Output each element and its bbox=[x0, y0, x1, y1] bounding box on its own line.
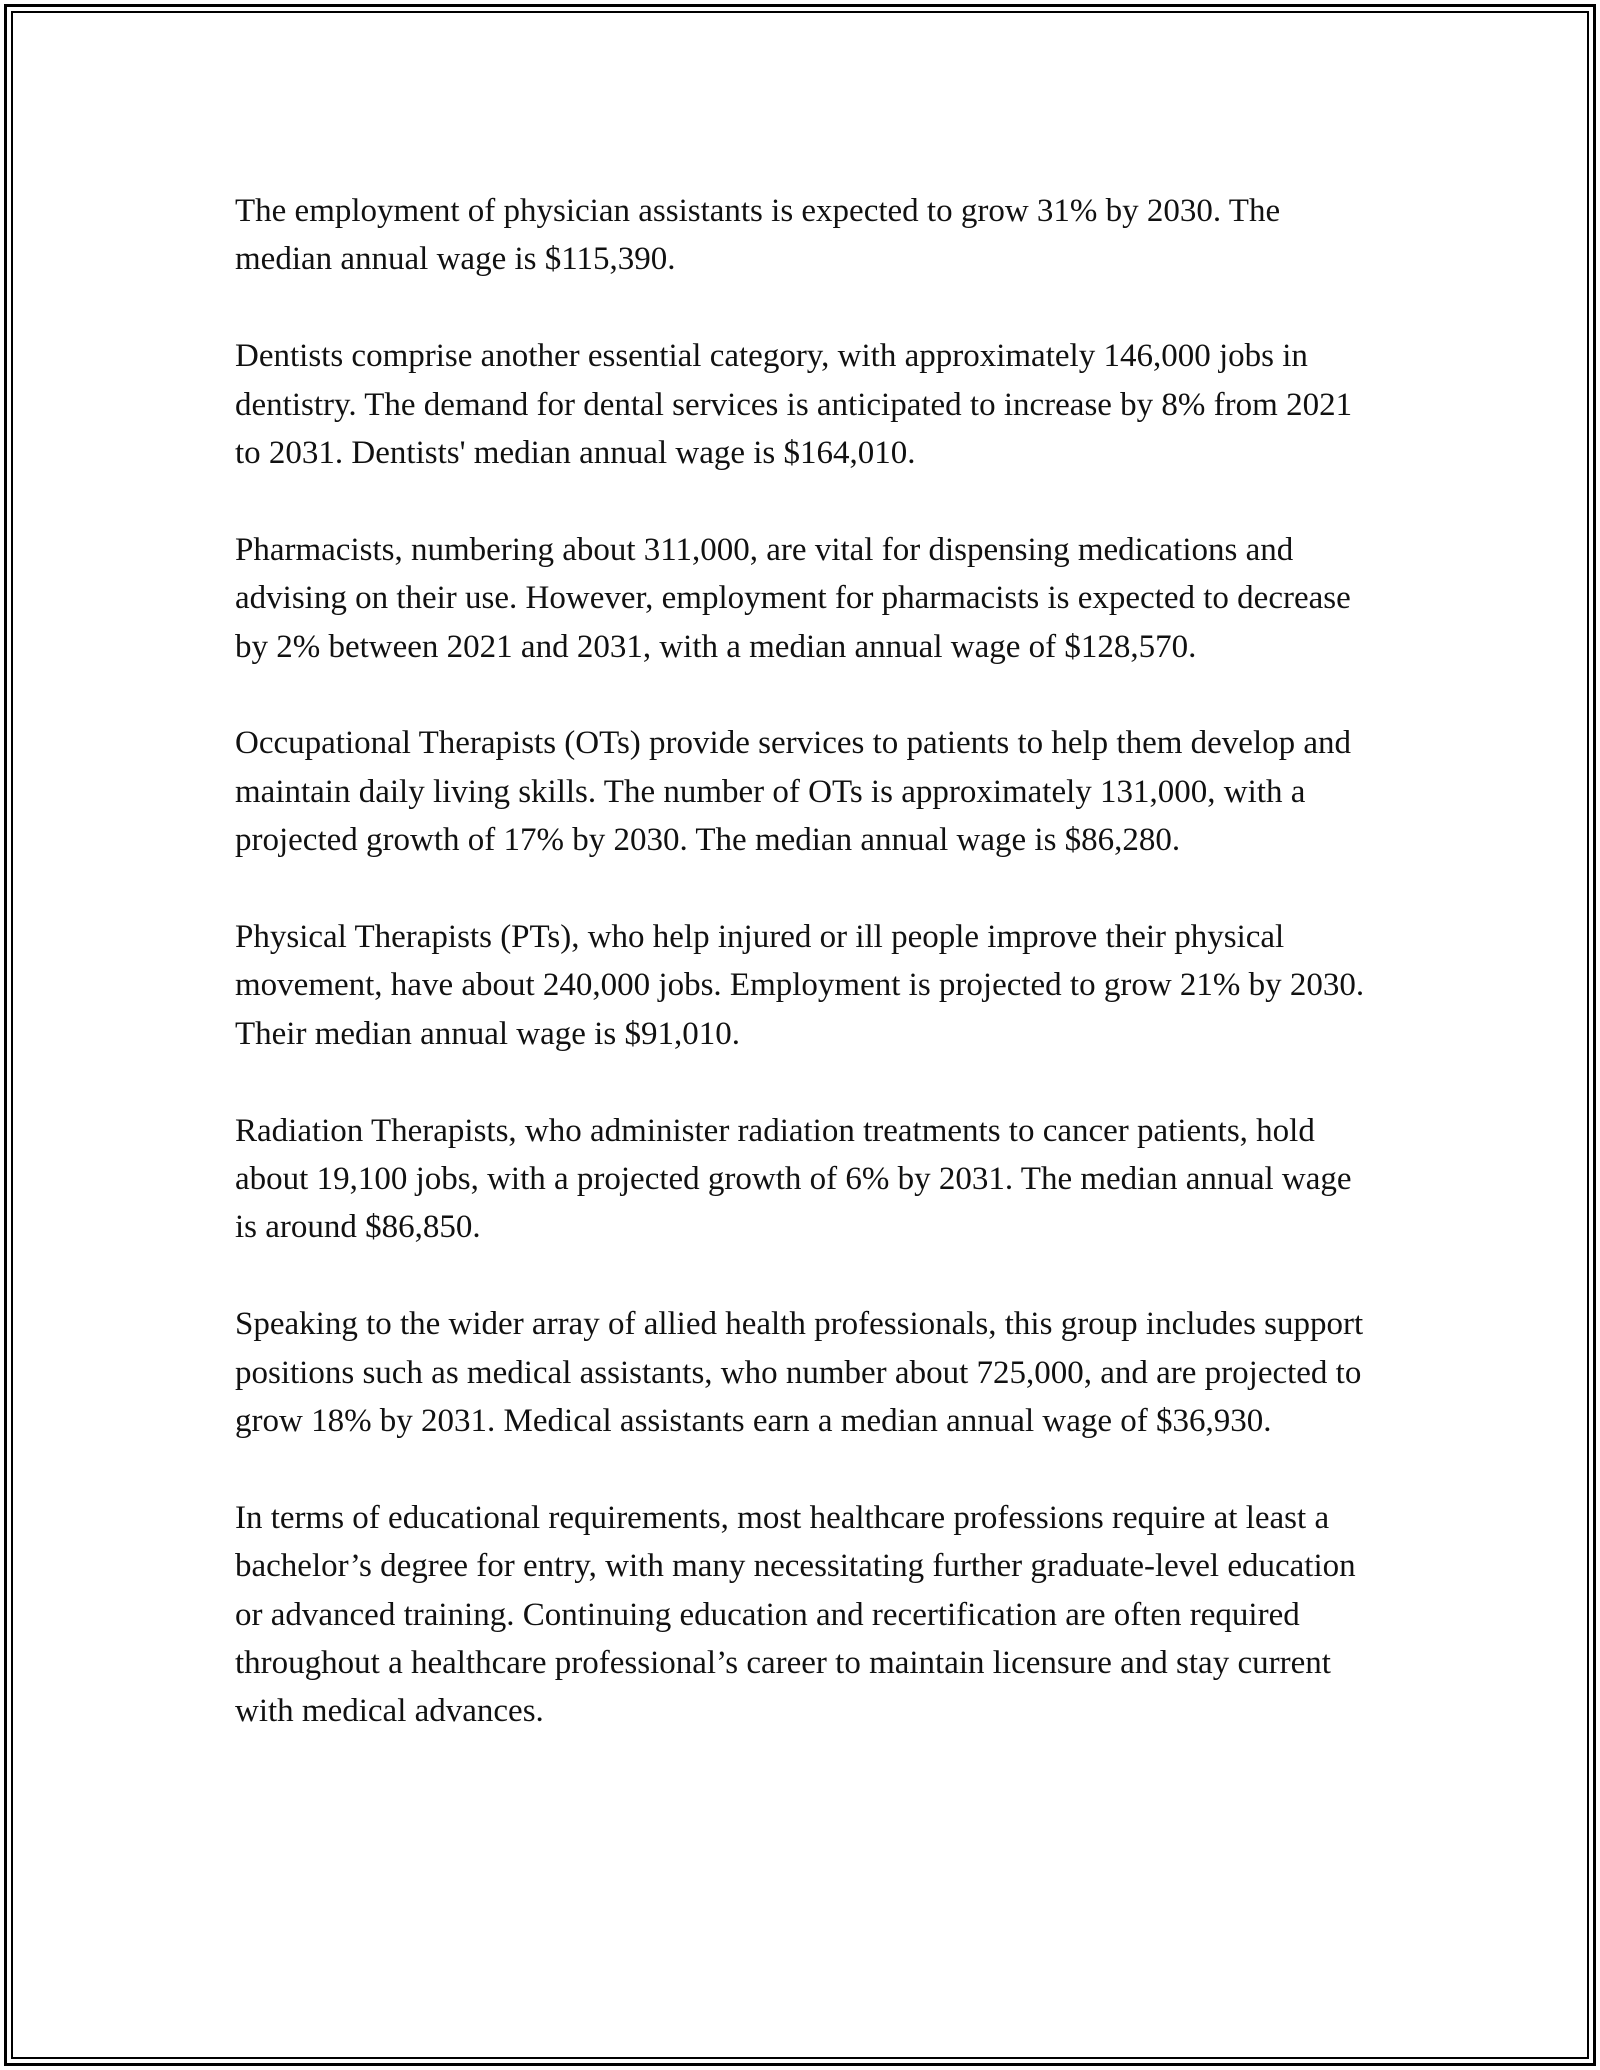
paragraph-physician-assistants: The employment of physician assistants is expected to grow 31% by 2030. The median annual wage is $115,390. bbox=[235, 193, 1281, 278]
paragraph-allied-health: Speaking to the wider array of allied health professionals, this group includes support positions such as medical assistants, who number about 725,000, and are projected to grow 18% by 2031. Medical assistants earn a median annual wage of $36,930. bbox=[235, 1306, 1364, 1440]
paragraph-occupational-therapists: Occupational Therapists (OTs) provide services to patients to help them develop and maintain daily living skills. The number of OTs is approximately 131,000, with a projected growth of 17% by 2030. The median annual wage is $86,280. bbox=[235, 725, 1352, 859]
paragraph-dentists: Dentists comprise another essential category, with approximately 146,000 jobs in dentistry. The demand for dental services is anticipated to increase by 8% from 2021 to 2031. Dentists' median annual wage is $164,010. bbox=[235, 338, 1353, 472]
paragraph-physical-therapists: Physical Therapists (PTs), who help injured or ill people improve their physical movement, have about 240,000 jobs. Employment is projected to grow 21% by 2030. Their median annual wage is $91,010. bbox=[235, 919, 1365, 1052]
paragraph-radiation-therapists: Radiation Therapists, who administer radiation treatments to cancer patients, hold about 19,100 jobs, with a projected growth of 6% by 2031. The median annual wage is around $86,850. bbox=[235, 1112, 1352, 1246]
document-body bbox=[235, 187, 1375, 1784]
paragraph-pharmacists: Pharmacists, numbering about 311,000, are vital for dispensing medications and advising on their use. However, employment for pharmacists is expected to decrease by 2% between 2021 and 2031, with a median annual wage of $128,570. bbox=[235, 531, 1351, 665]
paragraph-education-requirements: In terms of educational requirements, most healthcare professions require at least a bachelor’s degree for entry, with many necessitating further graduate-level education or advanced training. Continuing education and recertification are often required throughout a healthcare professional’s career to maintain licensure and stay current with medical advances. bbox=[235, 1499, 1356, 1730]
